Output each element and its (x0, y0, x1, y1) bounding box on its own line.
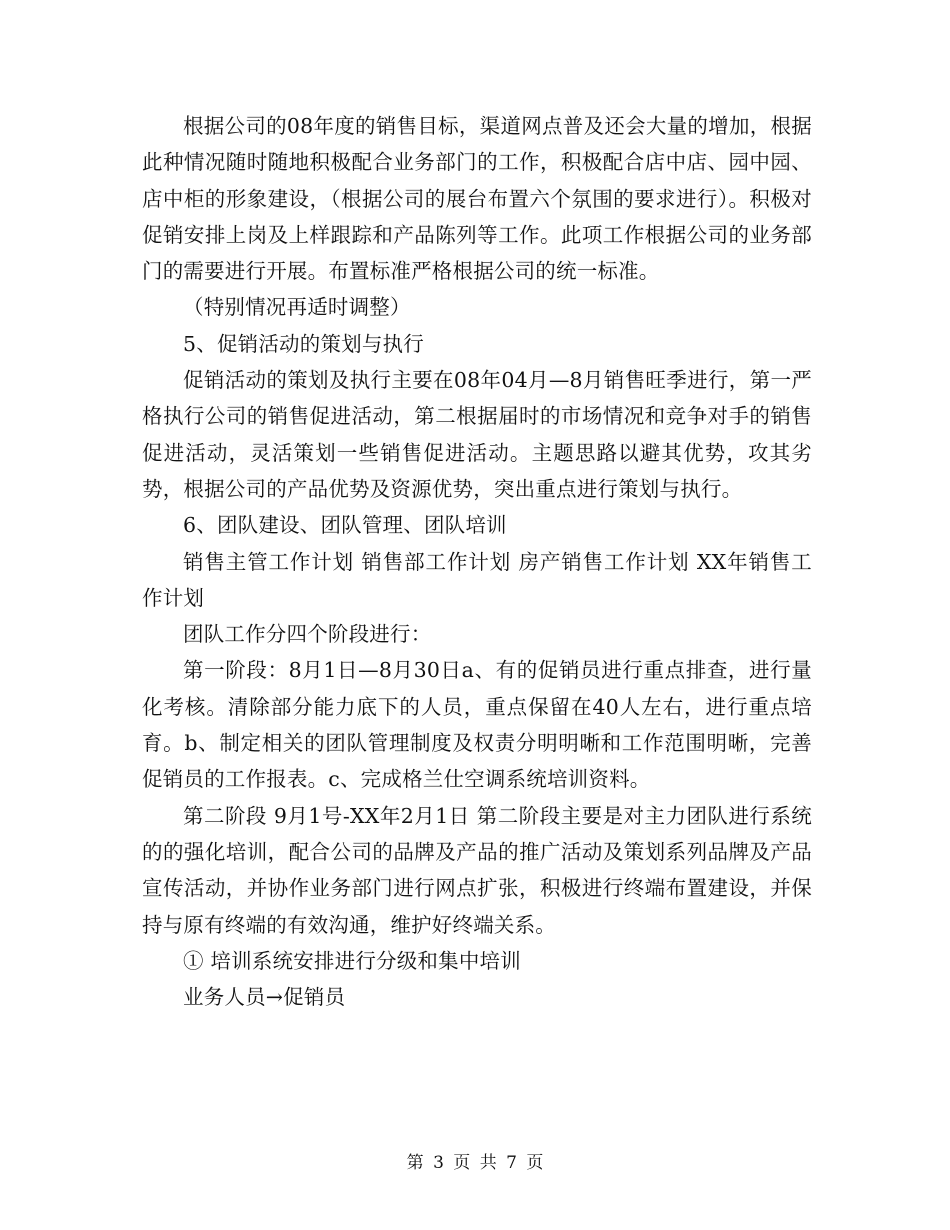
paragraph-promotion-planning: 促销活动的策划及执行主要在08年04月—8月销售旺季进行，第一严格执行公司的销售促进活动，第二根据届时的市场情况和竞争对手的销售促进活动，灵活策划一些销售促进活动。主题思路以避其优势，攻其劣势，根据公司的产品优势及资源优势，突出重点进行策划与执行。 (142, 368, 812, 501)
paragraph-stage-one: 第一阶段：8月1日—8月30日a、有的促销员进行重点排查，进行量化考核。清除部分能力底下的人员，重点保留在40人左右，进行重点培育。b、制定相关的团队管理制度及权责分明明晰和工作范围明晰，完善促销员的工作报表。c、完成格兰仕空调系统培训资料。 (142, 658, 812, 792)
paragraph-team-stages: 团队工作分四个阶段进行： (183, 622, 432, 647)
paragraph-related-plans: 销售主管工作计划 销售部工作计划 房产销售工作计划 XX年销售工作计划 (142, 549, 812, 610)
list-item-staff-flow: 业务人员→促销员 (183, 985, 346, 1010)
list-item-training-system: ① 培训系统安排进行分级和集中培训 (183, 948, 521, 973)
paragraph-display-coordination: 根据公司的08年度的销售目标，渠道网点普及还会大量的增加，根据此种情况随时随地积极配合业务部门的工作，积极配合店中店、园中园、店中柜的形象建设，（根据公司的展台布置六个氛围的要求进行）。积极对促销安排上岗及上样跟踪和产品陈列等工作。此项工作根据公司的业务部门的需要进行开展。布置标准严格根据公司的统一标准。 (142, 114, 812, 284)
section-heading-promotion: 5、促销活动的策划与执行 (183, 331, 424, 356)
section-heading-team: 6、团队建设、团队管理、团队培训 (183, 513, 507, 538)
page-number-footer: 第 3 页 共 7 页 (406, 1153, 544, 1173)
paragraph-special-adjustment: （特别情况再适时调整） (183, 295, 411, 320)
paragraph-stage-two: 第二阶段 9月1号-XX年2月1日 第二阶段主要是对主力团队进行系统的的强化培训，配合公司的品牌及产品的推广活动及策划系列品牌及产品宣传活动，并协作业务部门进行网点扩张，积极进行终端布置建设，并保持与原有终端的有效沟通，维护好终端关系。 (142, 803, 812, 937)
document-body (142, 108, 812, 1015)
